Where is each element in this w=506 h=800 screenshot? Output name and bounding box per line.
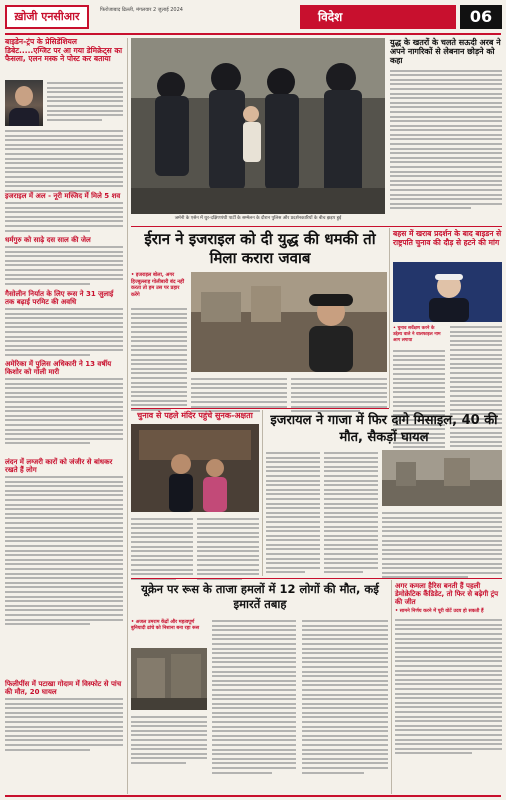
story-body-lines — [5, 476, 123, 625]
story-body-lines — [382, 512, 502, 581]
ukraine-headline: यूक्रेन पर रूस के ताजा हमलों में 12 लोगों की मौत, कई इमारतें तबाह — [141, 582, 379, 611]
story-body-lines — [390, 70, 502, 210]
story-headline: अमेरिका में पुलिस अधिकारी ने 13 वर्षीय किशोर को गोली मारी — [5, 360, 112, 377]
story-body-lines — [266, 452, 320, 576]
newspaper-logo — [5, 5, 89, 29]
story-body-lines — [212, 620, 296, 776]
story-headline: गैसोलीन निर्यात के लिए रूस ने 31 जुलाई तक बढ़ाई परमिट की अवधि — [5, 290, 114, 307]
protest-photo — [131, 38, 385, 214]
protest-illustration — [131, 38, 385, 214]
masthead — [0, 0, 506, 34]
gaza-headline: इजरायल ने गाजा में फिर दागे मिसाइल, 40 की मौत, सैकड़ों घायल — [270, 413, 498, 445]
story-body-lines — [5, 202, 123, 232]
story-body-lines — [395, 619, 502, 754]
story-saudi-lebanon — [390, 38, 502, 212]
story-headline: अगर कमला हैरिस बनती हैं पहली डेमोक्रेटिक कैंडिडेट, तो फिर से बढ़ेगी ट्रंप की जीत — [395, 582, 499, 607]
column-divider — [127, 38, 128, 794]
story-gasoline — [5, 290, 123, 359]
biden-illustration — [393, 262, 502, 322]
column-divider — [391, 580, 392, 794]
dateline: फिरोजाबाद ढिल्ली, मंगलवार 2 जुलाई 2024 — [100, 7, 183, 13]
sunak-illustration — [131, 424, 259, 512]
iran-photo — [191, 272, 387, 372]
story-biden-trump — [5, 38, 125, 64]
ukraine-photo — [131, 648, 207, 710]
story-body-lines — [302, 620, 388, 776]
story-body-lines — [131, 308, 187, 414]
masthead-rule — [5, 33, 501, 35]
story-headline: लंदन में लग्जरी कारों को जंजीर से बांधकर रखते हैं लोग — [5, 458, 113, 475]
story-cleric-jail — [5, 236, 123, 287]
story-headline: फिलीपींस में पटाखा गोदाम में विस्फोट से पांच की मौत, 20 घायल — [5, 680, 122, 697]
story-kicker: • सामने निर्णय करने में पूरी वोटें उदय हो सकती हैं — [395, 609, 484, 615]
story-body-lines — [450, 326, 502, 468]
story-body-lines — [324, 452, 378, 576]
ukraine-kicker: • अजल उमराम केंद्रों और महत्वपूर्ण बुनियादी ढांचे को निशाना बना रहा रूस — [131, 620, 200, 632]
story-body-lines — [5, 378, 123, 444]
ukraine-illustration — [131, 648, 207, 710]
story-body-lines — [5, 308, 123, 356]
column-divider — [262, 410, 263, 576]
biden-kicker: • चुनाव सर्वेक्षण करने के उद्देश्य वाले ने वालफाइल नाम आग लगाया — [393, 326, 441, 343]
story-us-police — [5, 360, 123, 447]
section-rule — [131, 226, 502, 227]
story-body-lines — [197, 518, 259, 582]
biden-photo — [393, 262, 502, 322]
column-divider — [389, 228, 390, 408]
story-body-lines — [5, 698, 123, 751]
sunak-photo — [131, 424, 259, 512]
story-body-lines — [191, 378, 287, 415]
portrait-photo — [5, 80, 43, 126]
story-headline: बहस में खराब प्रदर्शन के बाद बाइडन से राष्ट्रपति चुनाव की दौड़ से हटने की मांग — [393, 229, 502, 247]
story-body-lines — [131, 716, 207, 767]
story-headline: बाइडेन-ट्रंप के प्रेसिडेंशियल डिबेट.....एग्जिट पर आ गया डेमिक्रेट्स का फैसला, एलन मस्क ने पोस्ट कर बताया — [5, 37, 123, 64]
story-headline: इजराइल में अल - नूरी मस्जिद में मिले 5 शव — [5, 192, 121, 200]
story-london-cars — [5, 458, 123, 628]
suit-shape — [9, 108, 39, 126]
footer-rule — [5, 795, 501, 797]
story-headline: धर्मगुरु को साढ़े दस साल की जेल — [5, 236, 91, 244]
iran-illustration — [191, 272, 387, 372]
story-body-lines — [5, 246, 123, 285]
story-body-lines — [5, 130, 123, 194]
gaza-illustration — [382, 450, 502, 506]
story-israel-mosque — [5, 192, 123, 234]
story-body-lines — [47, 82, 123, 123]
face-shape — [15, 86, 33, 106]
gaza-photo — [382, 450, 502, 506]
page-number: 06 — [460, 5, 502, 29]
logo-text: ख़ोजी एनसीआर — [14, 10, 80, 23]
section-title: विदेश — [318, 10, 343, 24]
story-headline: युद्ध के खतरों के चलते सऊदी अरब ने अपने नागरिकों से लेबनान छोड़ने को कहा — [390, 38, 501, 66]
story-body-lines — [131, 518, 193, 582]
iran-headline: ईरान ने इजराइल को दी युद्ध की धमकी तो मिला करारा जवाब — [144, 230, 376, 267]
story-philippines-fire — [5, 680, 123, 753]
section-rule — [131, 408, 389, 409]
photo-caption: जर्मनी के एसेन में धुर-दक्षिणपंथी पार्टी के सम्मेलन के दौरान पुलिस और प्रदर्शनकारियों के बीच झड़प हुई — [174, 216, 342, 221]
iran-kicker: • इजराइल बोला, अगर हिज्बुल्लाह गोलीबारी बंद नहीं करता तो हम उस पर प्रहार करेंगे — [131, 272, 185, 298]
section-band — [300, 5, 456, 29]
story-us-election — [395, 582, 502, 757]
section-rule — [131, 578, 502, 579]
sunak-headline: चुनाव से पहले मंदिर पहुंचे सुनक-अक्षता — [137, 411, 253, 420]
story-biden-debate — [393, 230, 502, 247]
story-body-lines — [291, 378, 387, 415]
